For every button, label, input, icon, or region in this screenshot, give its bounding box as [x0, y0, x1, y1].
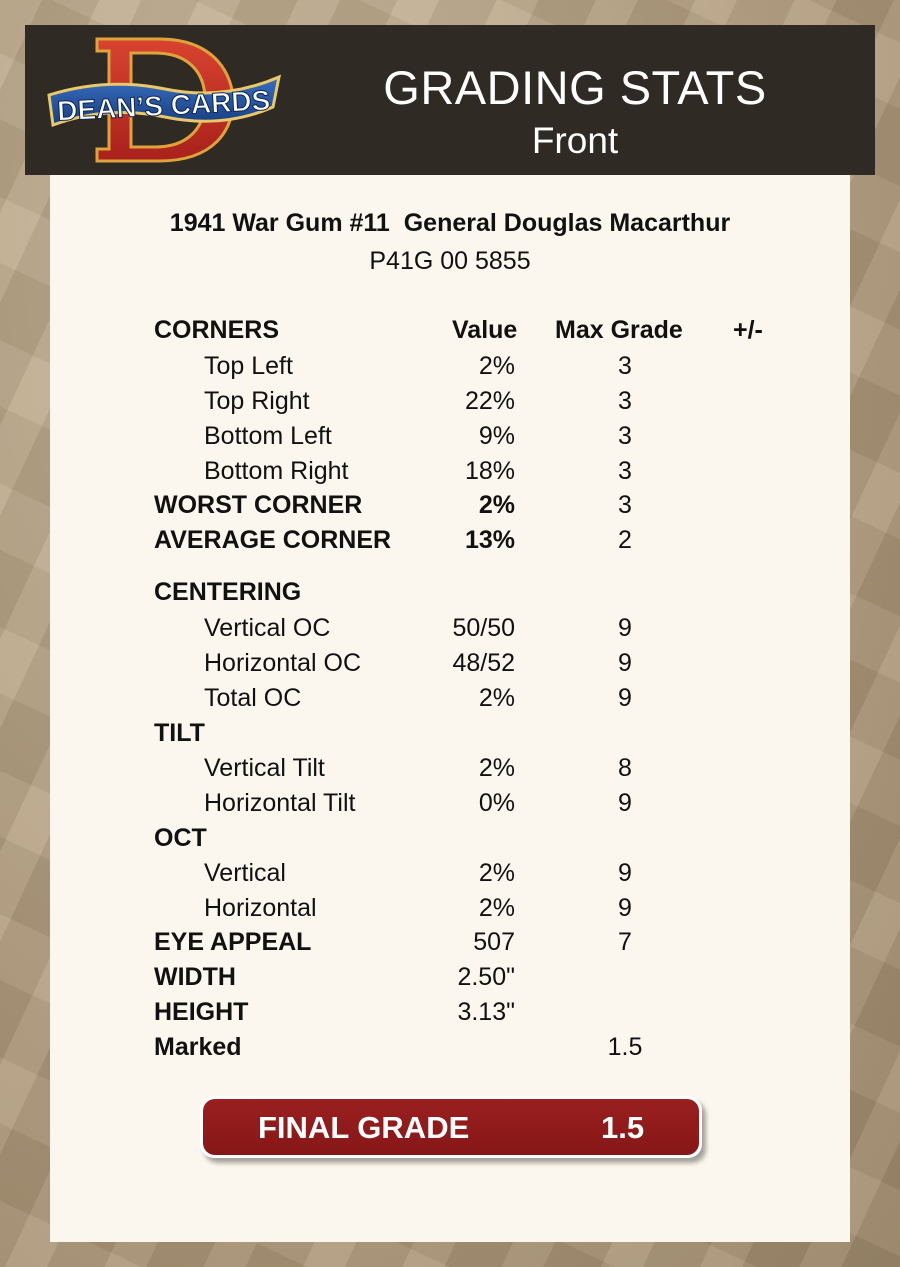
row-value: 9%	[478, 422, 515, 450]
final-grade-box	[200, 1096, 702, 1158]
row-label: WIDTH	[154, 963, 236, 991]
row-max-grade: 7	[618, 928, 632, 956]
row-max-grade: 1.5	[607, 1033, 643, 1061]
column-plus-minus: +/-	[733, 316, 763, 344]
row-label: Bottom Right	[204, 457, 349, 485]
row-value: 22%	[464, 387, 515, 415]
row-eye-appeal	[50, 928, 850, 962]
row-value: 50/50	[452, 614, 515, 642]
row-label: Marked	[154, 1033, 242, 1061]
section-tilt: TILT	[154, 719, 205, 747]
row-value: 2%	[478, 684, 515, 712]
row-value: 2%	[478, 754, 515, 782]
row-value: 18%	[464, 457, 515, 485]
row-label: Top Right	[204, 387, 310, 415]
row-max-grade: 3	[618, 352, 632, 380]
row-top-right	[50, 387, 850, 421]
row-max-grade: 8	[618, 754, 632, 782]
row-oct-vertical	[50, 859, 850, 893]
page-subtitle: Front	[531, 120, 619, 161]
row-value: 2%	[478, 352, 515, 380]
row-label: Vertical Tilt	[204, 754, 325, 782]
row-label: AVERAGE CORNER	[154, 526, 392, 554]
row-top-left	[50, 352, 850, 386]
row-label: EYE APPEAL	[154, 928, 312, 956]
corners-header-row	[50, 316, 850, 350]
row-label: Horizontal	[204, 894, 317, 922]
row-max-grade: 9	[618, 684, 632, 712]
final-grade-value: 1.5	[601, 1110, 645, 1145]
final-grade-label: FINAL GRADE	[258, 1110, 470, 1145]
row-max-grade: 9	[618, 789, 632, 817]
row-value: 0%	[478, 789, 515, 817]
column-max-grade: Max Grade	[555, 316, 683, 344]
final-grade-banner	[203, 1099, 699, 1155]
header-bar	[25, 25, 875, 175]
row-label: Vertical	[204, 859, 286, 887]
row-max-grade: 9	[618, 859, 632, 887]
row-vertical-oc	[50, 614, 850, 648]
svg-text:DEAN’S CARDS: DEAN’S CARDS	[56, 84, 271, 127]
row-label: Horizontal Tilt	[204, 789, 356, 817]
row-max-grade: 9	[618, 614, 632, 642]
row-label: WORST CORNER	[154, 491, 363, 519]
page-title: GRADING STATS	[383, 61, 767, 114]
row-label: Top Left	[204, 352, 293, 380]
row-max-grade: 3	[618, 457, 632, 485]
row-max-grade: 3	[618, 387, 632, 415]
row-label: Total OC	[204, 684, 302, 712]
row-width	[50, 963, 850, 997]
row-value: 48/52	[452, 649, 515, 677]
row-horizontal-tilt	[50, 789, 850, 823]
row-max-grade: 3	[618, 491, 632, 519]
row-bottom-left	[50, 422, 850, 456]
row-value: 2%	[478, 894, 515, 922]
column-value: Value	[452, 316, 518, 344]
row-value: 2%	[478, 491, 515, 519]
row-max-grade: 2	[618, 526, 632, 554]
centering-header-row	[50, 578, 850, 612]
row-max-grade: 9	[618, 894, 632, 922]
row-value: 3.13"	[457, 998, 515, 1026]
row-value: 507	[473, 928, 515, 956]
oct-header-row	[50, 824, 850, 858]
row-max-grade: 3	[618, 422, 632, 450]
row-value: 13%	[464, 526, 515, 554]
row-label: Bottom Left	[204, 422, 332, 450]
row-height	[50, 998, 850, 1032]
row-label: Vertical OC	[204, 614, 331, 642]
tilt-header-row	[50, 719, 850, 753]
row-value: 2%	[478, 859, 515, 887]
card-title: 1941 War Gum #11 General Douglas Macarthur	[169, 209, 731, 237]
row-oct-horizontal	[50, 894, 850, 928]
row-average-corner	[50, 526, 850, 560]
row-value: 2.50"	[457, 963, 515, 991]
row-worst-corner	[50, 491, 850, 525]
row-vertical-tilt	[50, 754, 850, 788]
row-marked	[50, 1033, 850, 1067]
row-horizontal-oc	[50, 649, 850, 683]
grading-stats-panel	[50, 175, 850, 1242]
section-oct: OCT	[154, 824, 207, 852]
cert-number: P41G 00 5855	[369, 247, 531, 275]
row-max-grade: 9	[618, 649, 632, 677]
row-bottom-right	[50, 457, 850, 491]
section-corners: CORNERS	[154, 316, 280, 344]
row-total-oc	[50, 684, 850, 718]
row-label: HEIGHT	[154, 998, 249, 1026]
deans-cards-logo	[47, 37, 283, 165]
row-label: Horizontal OC	[204, 649, 361, 677]
section-centering: CENTERING	[154, 578, 302, 606]
